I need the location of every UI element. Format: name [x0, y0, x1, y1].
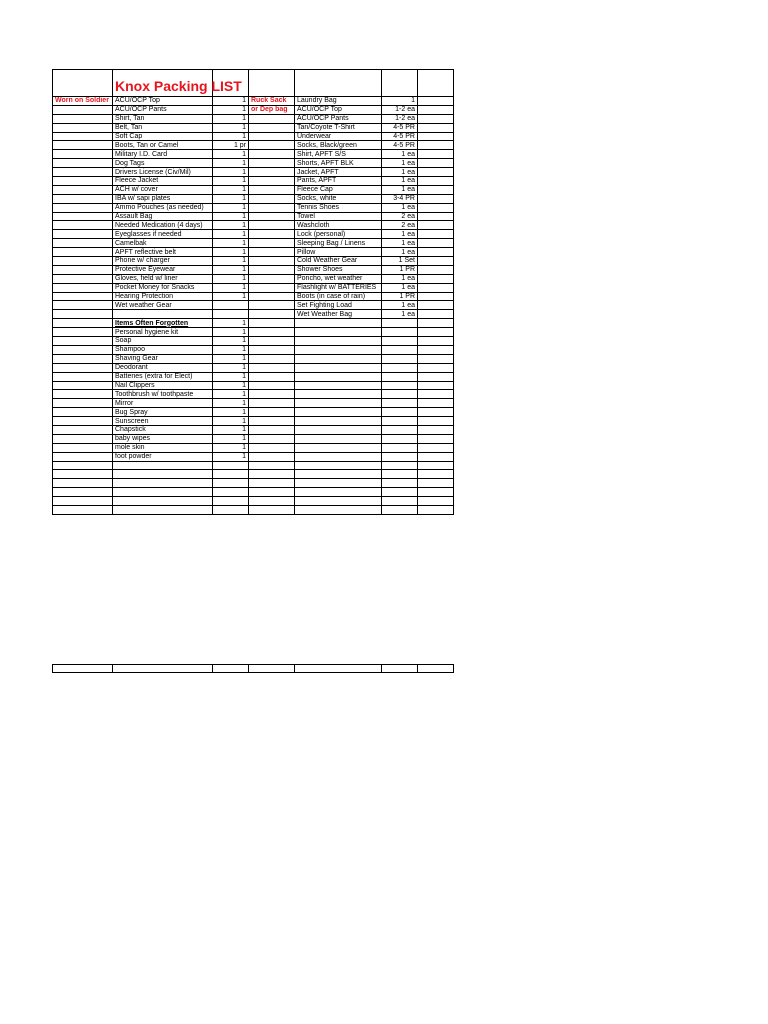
table-row — [53, 292, 454, 301]
forgotten-item: baby wipes — [113, 434, 213, 443]
left-item-qty: 1 — [213, 212, 249, 221]
table-row — [53, 212, 454, 221]
right-item-qty: 1 PR — [382, 265, 418, 274]
right-item-qty: 1 ea — [382, 248, 418, 257]
forgotten-item-qty: 1 — [213, 417, 249, 426]
table-row — [53, 408, 454, 417]
table-row — [53, 381, 454, 390]
right-item-qty: 1-2 ea — [382, 105, 418, 114]
forgotten-item-qty: 1 — [213, 390, 249, 399]
left-item-qty: 1 — [213, 257, 249, 266]
left-item: IBA w/ sapi plates — [113, 194, 213, 203]
forgotten-item: Deodorant — [113, 363, 213, 372]
forgotten-item-qty: 1 — [213, 434, 249, 443]
right-item-qty: 1-2 ea — [382, 114, 418, 123]
forgotten-item: Toothbrush w/ toothpaste — [113, 390, 213, 399]
right-item-qty: 1 ea — [382, 185, 418, 194]
left-item: Soft Cap — [113, 132, 213, 141]
left-item: Phone w/ charger — [113, 257, 213, 266]
forgotten-item-qty: 1 — [213, 345, 249, 354]
forgotten-item-qty: 1 — [213, 337, 249, 346]
table-row — [53, 132, 454, 141]
forgotten-item-qty: 1 — [213, 443, 249, 452]
table-row — [53, 479, 454, 488]
left-item-qty: 1 — [213, 132, 249, 141]
forgotten-header: Items Often Forgotten — [113, 319, 213, 328]
table-row — [53, 363, 454, 372]
left-item-qty: 1 — [213, 292, 249, 301]
forgotten-item: Mirror — [113, 399, 213, 408]
left-item-qty: 1 — [213, 114, 249, 123]
table-row — [53, 97, 454, 106]
right-item-qty: 1 — [382, 97, 418, 106]
group-label-worn: Worn on Soldier — [53, 97, 113, 106]
left-item-qty — [213, 301, 249, 310]
right-item-qty: 1 ea — [382, 274, 418, 283]
left-item: Military I.D. Card — [113, 150, 213, 159]
left-item: Drivers License (Civ/Mil) — [113, 168, 213, 177]
left-item-qty: 1 — [213, 283, 249, 292]
table-row — [53, 319, 454, 328]
right-item: Set Fighting Load — [295, 301, 382, 310]
left-item-qty: 1 — [213, 168, 249, 177]
right-item-qty: 1 Set — [382, 257, 418, 266]
right-item: Flashlight w/ BATTERIES — [295, 283, 382, 292]
left-item: Fleece Jacket — [113, 177, 213, 186]
table-row — [53, 390, 454, 399]
left-item: Protective Eyewear — [113, 265, 213, 274]
table-row — [53, 434, 454, 443]
forgotten-item-qty: 1 — [213, 354, 249, 363]
table-row — [53, 248, 454, 257]
right-item: Wet Weather Bag — [295, 310, 382, 319]
table-row — [53, 274, 454, 283]
forgotten-item: Soap — [113, 337, 213, 346]
left-item: Wet weather Gear — [113, 301, 213, 310]
right-item-qty: 4-5 PR — [382, 141, 418, 150]
forgotten-item: Shampoo — [113, 345, 213, 354]
right-item: Laundry Bag — [295, 97, 382, 106]
left-item: ACU/OCP Pants — [113, 105, 213, 114]
left-item: Hearing Protection — [113, 292, 213, 301]
table-row — [53, 168, 454, 177]
table-row — [53, 283, 454, 292]
table-row — [53, 185, 454, 194]
table-row — [53, 141, 454, 150]
right-item: ACU/OCP Pants — [295, 114, 382, 123]
left-item-qty: 1 — [213, 123, 249, 132]
table-row — [53, 123, 454, 132]
right-item: Shower Shoes — [295, 265, 382, 274]
right-item-qty: 1 ea — [382, 177, 418, 186]
right-item-qty: 4-5 PR — [382, 123, 418, 132]
left-item: Eyeglasses if needed — [113, 230, 213, 239]
right-item: Socks, Black/green — [295, 141, 382, 150]
right-item: Pants, APFT — [295, 177, 382, 186]
left-item-qty: 1 — [213, 185, 249, 194]
left-item: APFT reflective belt — [113, 248, 213, 257]
left-item-qty: 1 — [213, 248, 249, 257]
right-item-qty: 1 PR — [382, 292, 418, 301]
table-row — [53, 150, 454, 159]
right-item-qty: 2 ea — [382, 221, 418, 230]
right-item: Fleece Cap — [295, 185, 382, 194]
right-item: Tan/Coyote T-Shirt — [295, 123, 382, 132]
right-item: Underwear — [295, 132, 382, 141]
forgotten-item-qty: 1 — [213, 408, 249, 417]
left-item: ACH w/ cover — [113, 185, 213, 194]
left-item: Camelbak — [113, 239, 213, 248]
left-item: Dog Tags — [113, 159, 213, 168]
forgotten-item-qty: 1 — [213, 328, 249, 337]
right-item-qty: 1 ea — [382, 239, 418, 248]
left-item-qty: 1 — [213, 97, 249, 106]
right-item: Poncho, wet weather — [295, 274, 382, 283]
table-row — [53, 177, 454, 186]
forgotten-item: Nail Clippers — [113, 381, 213, 390]
table-row — [53, 443, 454, 452]
left-item-qty: 1 — [213, 274, 249, 283]
right-item: Tennis Shoes — [295, 203, 382, 212]
forgotten-item-qty: 1 — [213, 381, 249, 390]
left-item-qty: 1 — [213, 203, 249, 212]
table-row — [53, 230, 454, 239]
right-item: Washcloth — [295, 221, 382, 230]
right-item-qty: 1 ea — [382, 230, 418, 239]
forgotten-item: Sunscreen — [113, 417, 213, 426]
left-item-qty: 1 — [213, 105, 249, 114]
forgotten-header-qty: 1 — [213, 319, 249, 328]
table-row — [53, 221, 454, 230]
right-item-qty: 1 ea — [382, 301, 418, 310]
table-row — [53, 452, 454, 461]
right-item-qty: 1 ea — [382, 159, 418, 168]
left-item: Ammo Pouches (as needed) — [113, 203, 213, 212]
table-row — [53, 345, 454, 354]
table-row — [53, 488, 454, 497]
table-row — [53, 417, 454, 426]
left-item: Boots, Tan or Camel — [113, 141, 213, 150]
left-item-qty: 1 — [213, 194, 249, 203]
left-item: Shirt, Tan — [113, 114, 213, 123]
forgotten-item-qty: 1 — [213, 425, 249, 434]
right-item-qty: 1 ea — [382, 150, 418, 159]
left-item-qty: 1 — [213, 221, 249, 230]
right-item-qty: 3-4 PR — [382, 194, 418, 203]
group-label-ruck: Ruck Sack — [249, 97, 295, 106]
page-title: Knox Packing LIST — [115, 78, 242, 94]
table-row — [53, 301, 454, 310]
left-item-qty: 1 pr — [213, 141, 249, 150]
left-item-qty: 1 — [213, 177, 249, 186]
left-item-qty: 1 — [213, 150, 249, 159]
left-item-qty: 1 — [213, 265, 249, 274]
table-row — [53, 399, 454, 408]
table-row — [53, 257, 454, 266]
left-item-qty: 1 — [213, 230, 249, 239]
left-item: Needed Medication (4 days) — [113, 221, 213, 230]
packing-list-sheet — [52, 69, 454, 515]
table-row — [53, 354, 454, 363]
forgotten-item-qty: 1 — [213, 452, 249, 461]
forgotten-item: mole skin — [113, 443, 213, 452]
group-label-dep: or Dep bag — [249, 105, 295, 114]
right-item: Socks, white — [295, 194, 382, 203]
table-row — [53, 505, 454, 514]
table-row — [53, 239, 454, 248]
right-item: ACU/OCP Top — [295, 105, 382, 114]
forgotten-item: Personal hygiene kit — [113, 328, 213, 337]
table-row — [53, 194, 454, 203]
right-item-qty: 1 ea — [382, 310, 418, 319]
right-item: Sleeping Bag / Linens — [295, 239, 382, 248]
right-item: Cold Weather Gear — [295, 257, 382, 266]
forgotten-item: foot powder — [113, 452, 213, 461]
left-item: ACU/OCP Top — [113, 97, 213, 106]
table-row — [53, 337, 454, 346]
forgotten-item-qty: 1 — [213, 363, 249, 372]
table-row — [53, 265, 454, 274]
right-item-qty: 1 ea — [382, 283, 418, 292]
right-item: Shorts, APFT BLK — [295, 159, 382, 168]
left-item-qty: 1 — [213, 239, 249, 248]
header-row — [53, 70, 454, 97]
right-item-qty: 4-5 PR — [382, 132, 418, 141]
right-item: Pillow — [295, 248, 382, 257]
forgotten-item: Bug Spray — [113, 408, 213, 417]
right-item-qty: 1 ea — [382, 203, 418, 212]
right-item: Jacket, APFT — [295, 168, 382, 177]
left-item: Belt, Tan — [113, 123, 213, 132]
footer-row — [53, 665, 454, 673]
table-row — [53, 203, 454, 212]
table-row — [53, 470, 454, 479]
table-row — [53, 425, 454, 434]
table-row — [53, 328, 454, 337]
right-item: Shirt, APFT S/S — [295, 150, 382, 159]
left-item-qty: 1 — [213, 159, 249, 168]
forgotten-item-qty: 1 — [213, 372, 249, 381]
right-item: Boots (in case of rain) — [295, 292, 382, 301]
table-row — [53, 461, 454, 470]
table-row — [53, 159, 454, 168]
table-row — [53, 310, 454, 319]
right-item: Towel — [295, 212, 382, 221]
table-row — [53, 105, 454, 114]
forgotten-item-qty: 1 — [213, 399, 249, 408]
table-row — [53, 372, 454, 381]
table-row — [53, 114, 454, 123]
left-item: Assault Bag — [113, 212, 213, 221]
forgotten-item: Batteries (extra for Elect) — [113, 372, 213, 381]
table-row — [53, 497, 454, 506]
right-item-qty: 1 ea — [382, 168, 418, 177]
footer-row-table — [52, 664, 454, 673]
left-item: Gloves, field w/ liner — [113, 274, 213, 283]
left-item: Pocket Money for Snacks — [113, 283, 213, 292]
forgotten-item: Chapstick — [113, 425, 213, 434]
right-item: Lock (personal) — [295, 230, 382, 239]
forgotten-item: Shaving Gear — [113, 354, 213, 363]
right-item-qty: 2 ea — [382, 212, 418, 221]
